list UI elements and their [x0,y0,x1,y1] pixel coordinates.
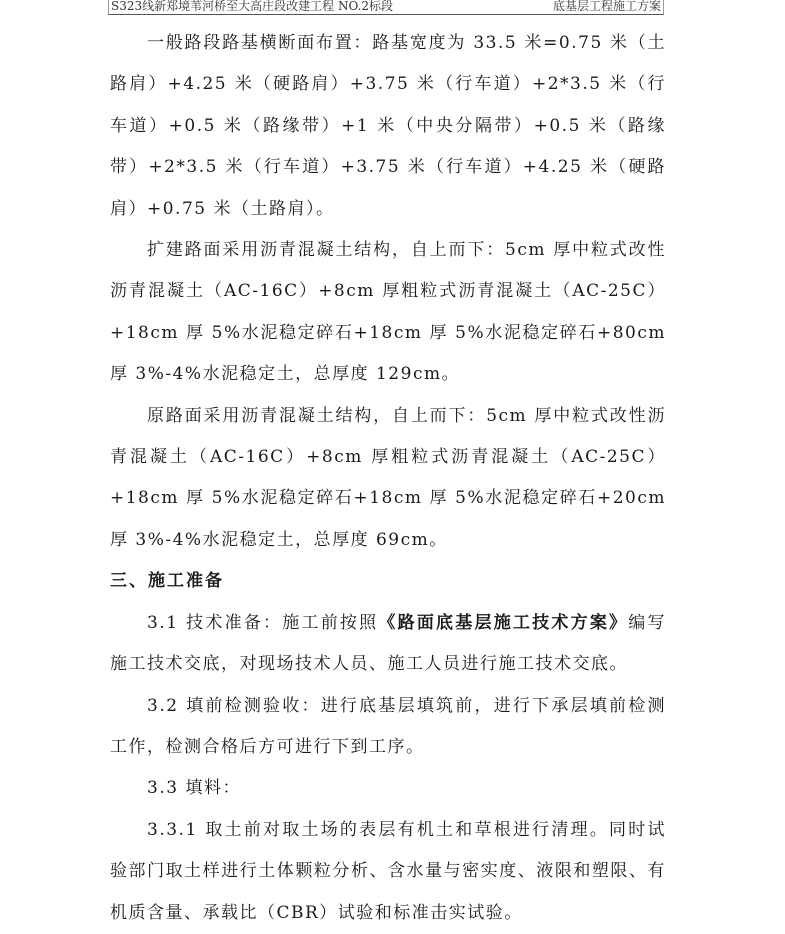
paragraph-borrow-pit: 3.3.1 取土前对取土场的表层有机土和草根进行清理。同时试验部门取土样进行土体颗粒分析、含水量与密实度、液限和塑限、有机质含量、承载比（CBR）试验和标准击实试验。 [110,819,666,923]
paragraph-expanded-pavement: 扩建路面采用沥青混凝土结构，自上而下：5cm 厚中粒式改性沥青混凝土（AC-16C）+8cm 厚粗粒式沥青混凝土（AC-25C）+18cm 厚 5%水泥稳定碎石+18cm 厚 5%水泥稳定碎石+80cm 厚 3%-4%水泥稳定土，总厚度 129cm。 [110,240,666,385]
technical-prep-text: 3.1 技术准备：施工前按照 [147,612,379,633]
document-body [110,23,666,934]
paragraph-technical-prep [110,603,666,686]
paragraph-cross-section: 一般路段路基横断面布置：路基宽度为 33.5 米=0.75 米（土路肩）+4.25 米（硬路肩）+3.75 米（行车道）+2*3.5 米（行车道）+0.5 米（路缘带）+1 米（中央分隔带）+0.5 米（路缘带）+2*3.5 米（行车道）+3.75 米（行车道）+4.25 米（硬路肩）+0.75 米（土路肩）。 [110,33,666,219]
section-heading-construction-prep: 三、施工准备 [110,571,224,592]
page-header [108,0,664,15]
technical-prep-text-cont: 编写施工技术交底，对现场技术人员、施工人员进行施工技术交底。 [110,612,667,675]
paragraph-fill-material-heading: 3.3 填料： [147,778,241,799]
technical-plan-title: 《路面底基层施工技术方案》 [378,612,629,633]
paragraph-original-pavement: 原路面采用沥青混凝土结构，自上而下：5cm 厚中粒式改性沥青混凝土（AC-16C）+8cm 厚粗粒式沥青混凝土（AC-25C）+18cm 厚 5%水泥稳定碎石+18cm 厚 5%水泥稳定碎石+20cm 厚 3%-4%水泥稳定土，总厚度 69cm。 [110,405,666,550]
header-project-title: S323线新郑境苇河桥至大高庄段改建工程 NO.2标段 [111,0,394,13]
header-document-title: 底基层工程施工方案 [552,0,661,13]
paragraph-pre-fill-inspection: 3.2 填前检测验收：进行底基层填筑前，进行下承层填前检测工作，检测合格后方可进行下到工序。 [110,695,666,757]
